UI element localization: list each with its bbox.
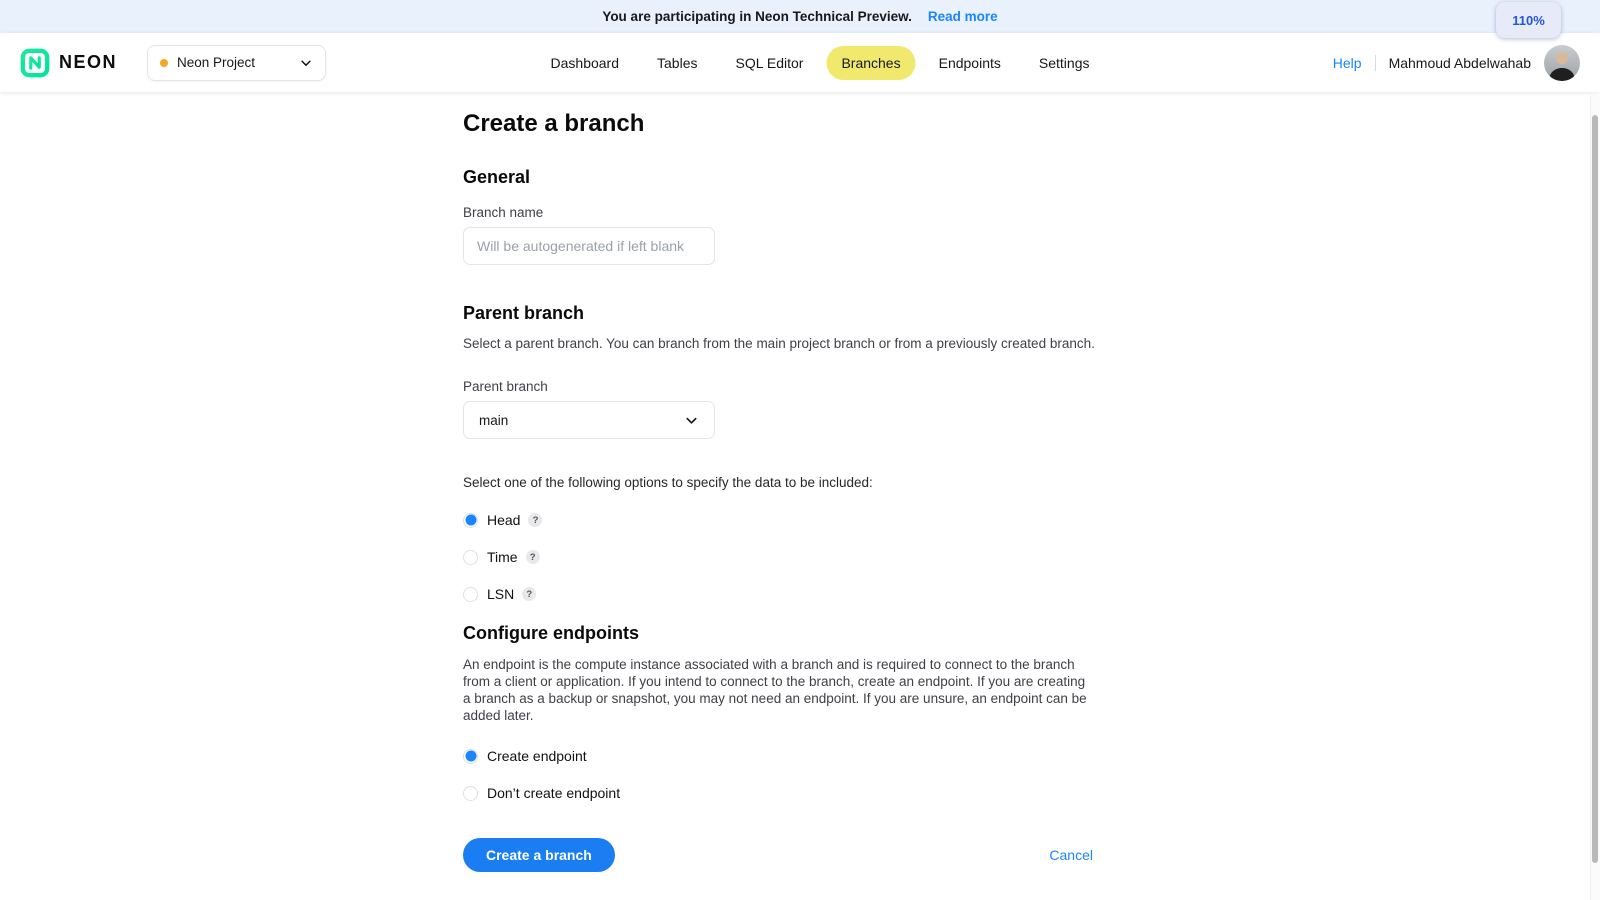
app-header (0, 33, 1600, 92)
project-status-dot (160, 59, 168, 67)
help-tooltip-icon[interactable]: ? (528, 513, 542, 527)
radio-label: Don’t create endpoint (487, 785, 621, 802)
create-branch-button[interactable]: Create a branch (463, 838, 615, 872)
parent-branch-selected-value: main (479, 412, 509, 428)
user-name: Mahmoud Abdelwahab (1388, 54, 1531, 71)
radio-circle[interactable] (463, 587, 478, 602)
radio-label: LSN (487, 586, 515, 603)
scrollbar-thumb[interactable] (1592, 115, 1598, 863)
radio-label: Create endpoint (487, 748, 587, 765)
tab-dashboard[interactable]: Dashboard (536, 46, 635, 80)
main-nav (536, 33, 1105, 92)
radio-label: Time (487, 549, 518, 566)
general-section-heading: General (463, 167, 531, 187)
radio-option-create-endpoint[interactable] (463, 748, 1093, 764)
neon-brand[interactable] (20, 48, 117, 78)
radio-circle[interactable] (463, 786, 478, 801)
browser-zoom-badge[interactable] (1496, 2, 1561, 38)
help-tooltip-icon[interactable]: ? (526, 550, 540, 564)
help-tooltip-icon[interactable]: ? (522, 587, 536, 601)
radio-circle[interactable] (463, 550, 478, 565)
radio-option-time[interactable] (463, 549, 1093, 565)
neon-logo-icon (20, 48, 50, 78)
banner-text: You are participating in Neon Technical Preview. (602, 9, 912, 24)
tab-tables[interactable]: Tables (642, 46, 712, 80)
branch-name-label: Branch name (463, 205, 544, 220)
parent-branch-section-heading: Parent branch (463, 303, 585, 323)
cancel-link[interactable]: Cancel (1049, 847, 1093, 864)
technical-preview-banner (0, 0, 1600, 33)
tab-endpoints[interactable]: Endpoints (924, 46, 1016, 80)
project-selector-label: Neon Project (177, 55, 256, 70)
endpoints-description: An endpoint is the compute instance associated with a branch and is required to connect to the branch from a client or application. If you intend to connect to the branch, create an endpoint. If you are creating a branch as a backup or snapshot, you may not need an endpoint. If you are unsure, an endpoint can be added later. (463, 657, 1087, 724)
tab-sql-editor[interactable]: SQL Editor (720, 46, 818, 80)
chevron-down-icon (684, 413, 699, 428)
parent-branch-label: Parent branch (463, 379, 548, 395)
endpoint-options-group (463, 748, 1093, 801)
form-actions (463, 838, 1093, 872)
radio-label: Head (487, 512, 521, 529)
branch-name-input[interactable] (463, 227, 715, 265)
radio-option-dont-create-endpoint[interactable] (463, 785, 1093, 801)
chevron-down-icon (299, 56, 313, 70)
parent-branch-description: Select a parent branch. You can branch from the main project branch or from a previously created branch. (463, 336, 1095, 351)
project-selector-dropdown[interactable] (147, 45, 326, 81)
data-options-prompt: Select one of the following options to specify the data to be included: (463, 475, 873, 491)
user-avatar[interactable] (1544, 45, 1580, 81)
tab-settings[interactable]: Settings (1024, 46, 1105, 80)
radio-circle[interactable] (463, 513, 478, 528)
header-right-group (1333, 45, 1580, 81)
tab-branches[interactable]: Branches (826, 46, 915, 80)
zoom-level-value: 110% (1512, 12, 1545, 28)
read-more-link[interactable]: Read more (927, 9, 998, 24)
radio-option-lsn[interactable] (463, 586, 1093, 602)
radio-circle[interactable] (463, 749, 478, 764)
scrollbar-track[interactable] (1590, 95, 1600, 900)
header-divider (1375, 55, 1376, 71)
brand-wordmark: NEON (59, 52, 118, 72)
parent-branch-select[interactable] (463, 401, 715, 439)
configure-endpoints-heading: Configure endpoints (463, 623, 639, 644)
page-title: Create a branch (463, 110, 645, 137)
help-link[interactable]: Help (1332, 54, 1362, 71)
main-content (0, 92, 1600, 872)
radio-option-head[interactable] (463, 512, 1093, 528)
